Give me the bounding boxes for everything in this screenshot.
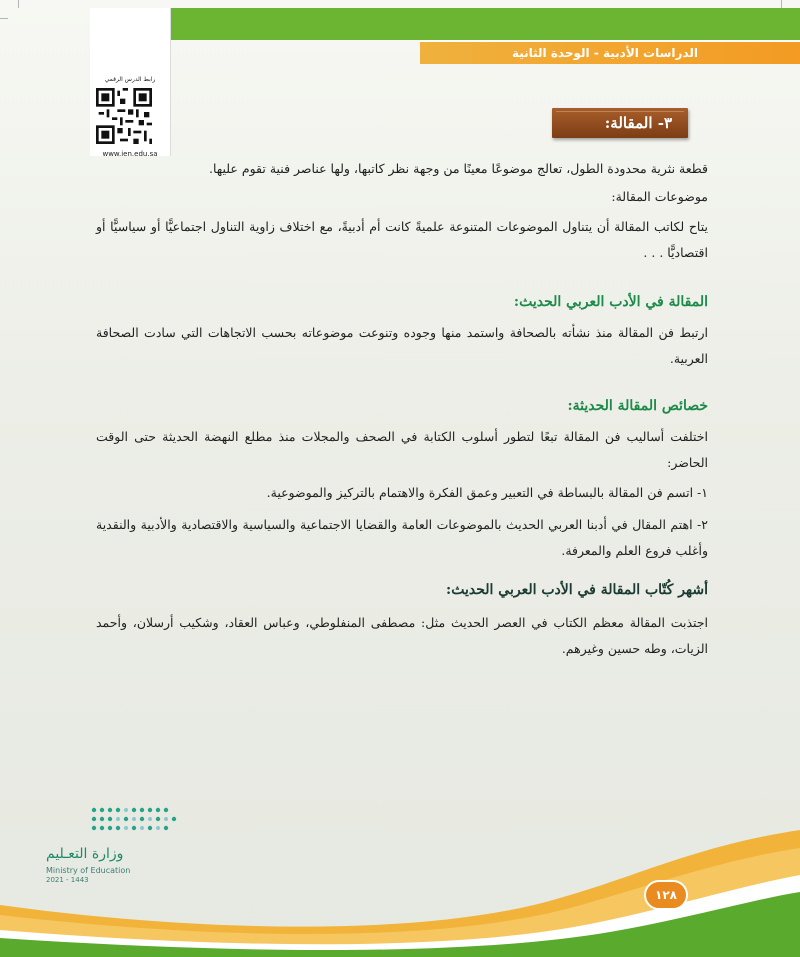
top-green-bar bbox=[90, 8, 800, 40]
writers-heading: أشهر كُتّاب المقالة في الأدب العربي الحديث: bbox=[446, 582, 708, 598]
qr-label: رابط الدرس الرقمي bbox=[104, 76, 156, 83]
crop-mark bbox=[18, 0, 19, 8]
topics-label: موضوعات المقالة: bbox=[611, 189, 708, 204]
features-intro: اختلفت أساليب فن المقالة تبعًا لتطور أسلوب الكتابة في الصحف والمجلات منذ مطلع النهضة الحديثة حتى الوقت الحاضر: bbox=[96, 429, 708, 470]
ministry-name-arabic: وزارة التعـليم bbox=[46, 846, 124, 862]
header-title: الدراسات الأدبية - الوحدة الثانية bbox=[511, 46, 698, 60]
crop-mark bbox=[0, 18, 8, 19]
definition-paragraph: قطعة نثرية محدودة الطول، تعالج موضوعًا معينًا من وجهة نظر كاتبها، ولها عناصر فنية تقوم عليها. bbox=[208, 161, 708, 176]
ministry-years: 2021 - 1443 bbox=[46, 876, 89, 884]
features-heading: خصائص المقالة الحديثة: bbox=[567, 398, 708, 414]
topics-paragraph: يتاح لكاتب المقالة أن يتناول الموضوعات المتنوعة علميةً كانت أم أدبيةً، مع اختلاف زاوية التناول اجتماعيًّا أو سياسيًّا أو اقتصاديًّا . . . bbox=[96, 219, 708, 260]
section-title-ribbon bbox=[552, 108, 688, 138]
section-title: ٣- المقالة: bbox=[604, 114, 672, 132]
header-band bbox=[420, 40, 800, 64]
ministry-name-english: Ministry of Education bbox=[46, 866, 131, 875]
qr-panel bbox=[90, 8, 171, 156]
features-item-2: ٢- اهتم المقال في أدبنا العربي الحديث بالموضوعات العامة والقضايا الاجتماعية والسياسية والاقتصادية والأدبية والنقدية وأغلب فروع العلم والمعرفة. bbox=[96, 517, 708, 558]
page-number: ١٢٨ bbox=[655, 888, 677, 902]
features-item-1: ١- اتسم فن المقالة بالبساطة في التعبير وعمق الفكرة والاهتمام بالتركيز والموضوعية. bbox=[266, 485, 708, 500]
modern-article-heading: المقالة في الأدب العربي الحديث: bbox=[513, 294, 708, 310]
ministry-logo bbox=[40, 804, 190, 884]
crop-mark bbox=[781, 0, 782, 8]
ministry-dots-icon bbox=[88, 804, 178, 838]
qr-url[interactable]: www.ien.edu.sa bbox=[102, 150, 158, 158]
writers-paragraph: اجتذبت المقالة معظم الكتاب في العصر الحديث مثل: مصطفى المنفلوطي، وعباس العقاد، وشكيب أرسلان، وأحمد الزيات، وطه حسين وغيرهم. bbox=[96, 615, 708, 656]
modern-article-paragraph: ارتبط فن المقالة منذ نشأته بالصحافة واستمد منها وجوده وتنوعت موضوعاته بحسب الاتجاهات التي سادت الصحافة العربية. bbox=[96, 325, 708, 366]
qr-code-icon[interactable] bbox=[96, 88, 152, 144]
